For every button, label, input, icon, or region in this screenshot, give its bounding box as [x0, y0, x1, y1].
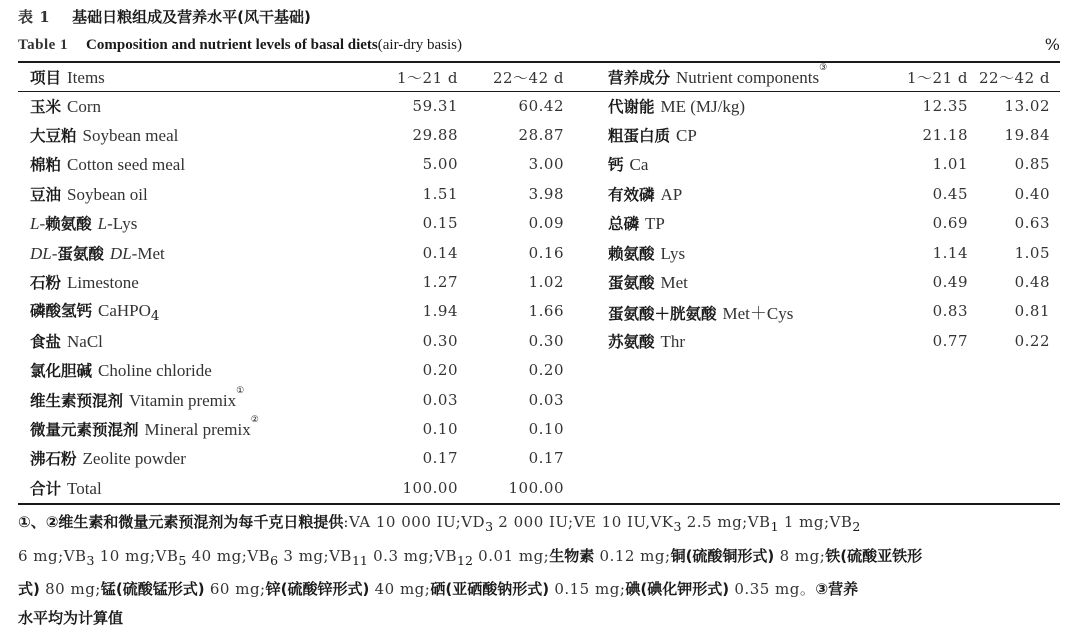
value-period-2: 0.30 — [458, 326, 578, 355]
empty-cell — [876, 356, 968, 385]
item-name-cn: 代谢能 — [608, 98, 655, 116]
footnote-mark: ② — [251, 415, 259, 425]
value-period-1: 1.51 — [354, 179, 458, 208]
nutrient-name — [578, 238, 876, 267]
footnote-text: 10 mg;VB — [95, 547, 179, 565]
item-name-en: Limestone — [67, 273, 139, 292]
value-period-2: 0.17 — [458, 444, 578, 473]
item-name-en: AP — [661, 185, 683, 204]
item-name-en: Cotton seed meal — [67, 155, 185, 174]
value-period-2: 28.87 — [458, 120, 578, 149]
ingredient-name — [18, 179, 354, 208]
value-period-1: 29.88 — [354, 120, 458, 149]
nutrient-name — [578, 267, 876, 296]
footnote-text: 0.12 mg; — [594, 547, 670, 565]
footnote-text: 0.15 mg; — [549, 580, 625, 598]
footnote-text: :VA 10 000 IU;VD — [343, 513, 485, 531]
diet-composition-table — [18, 63, 1060, 502]
empty-cell — [876, 473, 968, 502]
ingredient-name — [18, 473, 354, 502]
table-title-cn: 基础日粮组成及营养水平(风干基础) — [72, 8, 311, 26]
nutrient-name — [578, 150, 876, 179]
footnote-text-cn: ③营养 — [815, 580, 858, 598]
ingredient-name — [18, 385, 354, 414]
item-name-cn: 棉粕 — [30, 156, 61, 174]
value-period-2: 1.02 — [458, 267, 578, 296]
footnote-text: 2.5 mg;VB — [681, 513, 770, 531]
empty-cell — [968, 444, 1060, 473]
item-name-en: Zeolite powder — [83, 449, 186, 468]
footnote-text-cn: 锌(硫酸锌形式) — [266, 580, 370, 598]
footnote-text: 0.01 mg; — [473, 547, 549, 565]
value-period-1: 5.00 — [354, 150, 458, 179]
item-name-cn: 合计 — [30, 480, 61, 498]
item-name-cn: 蛋氨酸 — [57, 245, 104, 263]
value-period-2: 60.42 — [458, 91, 578, 120]
nutrient-value-period-2: 13.02 — [968, 91, 1060, 120]
ingredient-name — [18, 91, 354, 120]
value-period-1: 100.00 — [354, 473, 458, 502]
item-name-en: Choline chloride — [98, 361, 212, 380]
table-row — [18, 473, 1060, 502]
nutrient-name — [578, 179, 876, 208]
nutrient-value-period-2: 1.05 — [968, 238, 1060, 267]
item-name-en: ME (MJ/kg) — [661, 97, 746, 116]
header-nutrient-period-1: 1～21 d — [876, 63, 968, 91]
footnote-text: 60 mg; — [205, 580, 266, 598]
item-name-en: Vitamin premix — [129, 391, 236, 410]
empty-cell — [968, 414, 1060, 443]
value-period-2: 0.09 — [458, 209, 578, 238]
item-name-en: Corn — [67, 97, 101, 116]
item-name-cn: 维生素预混剂 — [30, 392, 123, 410]
footnote-text: 6 mg;VB — [18, 547, 87, 565]
table-row — [18, 297, 1060, 326]
value-period-2: 0.20 — [458, 356, 578, 385]
item-name-cn: 大豆粕 — [30, 127, 77, 145]
ingredient-name — [18, 238, 354, 267]
table-footnote — [18, 508, 1060, 632]
nutrient-name — [578, 297, 876, 326]
empty-cell — [578, 414, 876, 443]
table-row — [18, 356, 1060, 385]
item-name-en: Lys — [661, 244, 686, 263]
footnote-text: 8 mg; — [774, 547, 825, 565]
italic-prefix-en: L- — [98, 214, 113, 233]
empty-cell — [968, 473, 1060, 502]
footnote-line — [18, 508, 1060, 542]
footnote-text-cn: 碘(碘化钾形式) — [625, 580, 729, 598]
value-period-1: 0.15 — [354, 209, 458, 238]
item-name-cn: 总磷 — [608, 215, 639, 233]
value-period-1: 59.31 — [354, 91, 458, 120]
item-name-cn: 赖氨酸 — [45, 215, 92, 233]
nutrient-value-period-2: 0.22 — [968, 326, 1060, 355]
nutrient-value-period-1: 12.35 — [876, 91, 968, 120]
footnote-subscript: 6 — [270, 553, 278, 568]
nutrient-value-period-2: 0.40 — [968, 179, 1060, 208]
item-name-en: CP — [676, 126, 697, 145]
footnote-text-cn: 铁(硫酸亚铁形 — [825, 547, 922, 565]
table-row — [18, 385, 1060, 414]
table-row — [18, 150, 1060, 179]
footnote-text: 1 mg;VB — [779, 513, 853, 531]
nutrient-value-period-1: 0.49 — [876, 267, 968, 296]
footnote-text-cn: 锰(硫酸锰形式) — [101, 580, 205, 598]
table-row — [18, 179, 1060, 208]
value-period-2: 0.03 — [458, 385, 578, 414]
nutrient-name — [578, 91, 876, 120]
nutrient-value-period-1: 1.01 — [876, 150, 968, 179]
table-caption-cn — [18, 6, 311, 27]
ingredient-name — [18, 444, 354, 473]
nutrient-name — [578, 326, 876, 355]
table-caption-en — [18, 35, 462, 54]
nutrient-value-period-2: 19.84 — [968, 120, 1060, 149]
footnote-text-cn: 式) — [18, 580, 40, 598]
item-name-cn: 磷酸氢钙 — [30, 302, 92, 320]
table-row — [18, 326, 1060, 355]
footnote-text: 0.35 mg。 — [729, 580, 815, 598]
nutrient-name — [578, 120, 876, 149]
value-period-1: 0.30 — [354, 326, 458, 355]
header-period-2: 22～42 d — [458, 63, 578, 91]
empty-cell — [578, 444, 876, 473]
item-name-en: Met — [137, 244, 164, 263]
empty-cell — [578, 385, 876, 414]
footnote-text: 40 mg; — [369, 580, 430, 598]
item-name-en: Total — [67, 479, 102, 498]
value-period-1: 0.14 — [354, 238, 458, 267]
item-name-en: Met — [661, 273, 688, 292]
nutrient-value-period-2: 0.48 — [968, 267, 1060, 296]
empty-cell — [876, 414, 968, 443]
item-name-en: Soybean oil — [67, 185, 148, 204]
nutrient-value-period-2: 0.85 — [968, 150, 1060, 179]
footnote-subscript: 12 — [457, 553, 473, 568]
nutrient-value-period-1: 0.83 — [876, 297, 968, 326]
nutrient-value-period-1: 0.69 — [876, 209, 968, 238]
footnote-text: 40 mg;VB — [186, 547, 270, 565]
table-row — [18, 238, 1060, 267]
item-name-cn: 石粉 — [30, 274, 61, 292]
item-name-cn: 蛋氨酸＋胱氨酸 — [608, 305, 717, 323]
item-name-en: TP — [645, 214, 665, 233]
item-name-cn: 豆油 — [30, 186, 61, 204]
footnote-subscript: 2 — [852, 519, 860, 534]
table-header-row — [18, 63, 1060, 91]
nutrient-value-period-2: 0.63 — [968, 209, 1060, 238]
value-period-2: 3.00 — [458, 150, 578, 179]
item-name-cn: 有效磷 — [608, 186, 655, 204]
footnote-line — [18, 604, 1060, 632]
subscript: 4 — [151, 309, 159, 324]
value-period-1: 0.17 — [354, 444, 458, 473]
ingredient-name — [18, 267, 354, 296]
table-number-cn: 表 1 — [18, 8, 50, 26]
table-row — [18, 209, 1060, 238]
ingredient-name — [18, 326, 354, 355]
footnote-subscript: 5 — [178, 553, 186, 568]
item-name-cn: 微量元素预混剂 — [30, 421, 139, 439]
item-name-en: Ca — [630, 155, 649, 174]
ingredient-name — [18, 150, 354, 179]
value-period-2: 0.10 — [458, 414, 578, 443]
nutrient-value-period-1: 1.14 — [876, 238, 968, 267]
footnote-text-cn: ①、②维生素和微量元素预混剂为每千克日粮提供 — [18, 513, 343, 531]
header-nutrient-period-2: 22～42 d — [968, 63, 1060, 91]
item-name-cn: 玉米 — [30, 98, 61, 116]
item-name-cn: 氯化胆碱 — [30, 362, 92, 380]
value-period-1: 0.20 — [354, 356, 458, 385]
empty-cell — [968, 385, 1060, 414]
table-row — [18, 267, 1060, 296]
footnote-subscript: 3 — [485, 519, 493, 534]
footnote-subscript: 1 — [771, 519, 779, 534]
ingredient-name — [18, 120, 354, 149]
footnote-text-cn: 铜(硫酸铜形式) — [671, 547, 775, 565]
table-number-en: Table 1 — [18, 37, 68, 53]
footnote-text: 2 000 IU;VE 10 IU,VK — [493, 513, 673, 531]
item-name-en: CaHPO — [98, 301, 151, 320]
item-name-en: Mineral premix — [145, 420, 251, 439]
footnote-text-cn: 硒(亚硒酸钠形式) — [430, 580, 549, 598]
value-period-2: 3.98 — [458, 179, 578, 208]
empty-cell — [876, 444, 968, 473]
table-title-en: Composition and nutrient levels of basal diets — [86, 37, 378, 53]
value-period-2: 100.00 — [458, 473, 578, 502]
header-period-1: 1～21 d — [354, 63, 458, 91]
italic-prefix: DL- — [30, 244, 57, 263]
item-name-en: Met＋Cys — [723, 304, 794, 323]
empty-cell — [578, 473, 876, 502]
footnote-line — [18, 575, 1060, 604]
nutrient-value-period-1: 21.18 — [876, 120, 968, 149]
empty-cell — [876, 385, 968, 414]
ingredient-name — [18, 297, 354, 326]
value-period-1: 0.03 — [354, 385, 458, 414]
value-period-1: 1.94 — [354, 297, 458, 326]
item-name-cn: 蛋氨酸 — [608, 274, 655, 292]
empty-cell — [578, 356, 876, 385]
header-nutrients: 营养成分 Nutrient components③ — [578, 63, 876, 91]
item-name-cn: 赖氨酸 — [608, 245, 655, 263]
footnote-line — [18, 542, 1060, 576]
footnote-text: 0.3 mg;VB — [368, 547, 457, 565]
item-name-cn: 钙 — [608, 156, 624, 174]
item-name-en: Soybean meal — [83, 126, 179, 145]
footnote-text: 3 mg;VB — [278, 547, 352, 565]
table-row — [18, 444, 1060, 473]
item-name-cn: 食盐 — [30, 333, 61, 351]
table-title-en-paren: (air-dry basis) — [378, 37, 462, 53]
ingredient-name — [18, 414, 354, 443]
footnote-subscript: 3 — [674, 519, 682, 534]
footnote-text-cn: 生物素 — [549, 547, 594, 565]
italic-prefix: L- — [30, 214, 45, 233]
nutrient-value-period-1: 0.45 — [876, 179, 968, 208]
table-row — [18, 91, 1060, 120]
ingredient-name — [18, 356, 354, 385]
value-period-2: 1.66 — [458, 297, 578, 326]
value-period-1: 1.27 — [354, 267, 458, 296]
value-period-2: 0.16 — [458, 238, 578, 267]
item-name-en: Thr — [661, 332, 686, 351]
footnote-subscript: 11 — [352, 553, 368, 568]
nutrient-value-period-1: 0.77 — [876, 326, 968, 355]
table-bottom-rule — [18, 503, 1060, 505]
footnote-subscript: 3 — [87, 553, 95, 568]
footnote-text: 80 mg; — [40, 580, 101, 598]
unit-label: % — [1045, 35, 1060, 54]
nutrient-value-period-2: 0.81 — [968, 297, 1060, 326]
empty-cell — [968, 356, 1060, 385]
item-name-cn: 苏氨酸 — [608, 333, 655, 351]
footnote-mark: ① — [236, 386, 244, 396]
item-name-en: Lys — [113, 214, 138, 233]
ingredient-name — [18, 209, 354, 238]
item-name-cn: 沸石粉 — [30, 450, 77, 468]
table-row — [18, 120, 1060, 149]
header-items: 项目 Items — [18, 63, 354, 91]
footnote-text-cn: 水平均为计算值 — [18, 609, 123, 627]
nutrient-name — [578, 209, 876, 238]
item-name-en: NaCl — [67, 332, 103, 351]
italic-prefix-en: DL- — [110, 244, 137, 263]
value-period-1: 0.10 — [354, 414, 458, 443]
table-row — [18, 414, 1060, 443]
item-name-cn: 粗蛋白质 — [608, 127, 670, 145]
